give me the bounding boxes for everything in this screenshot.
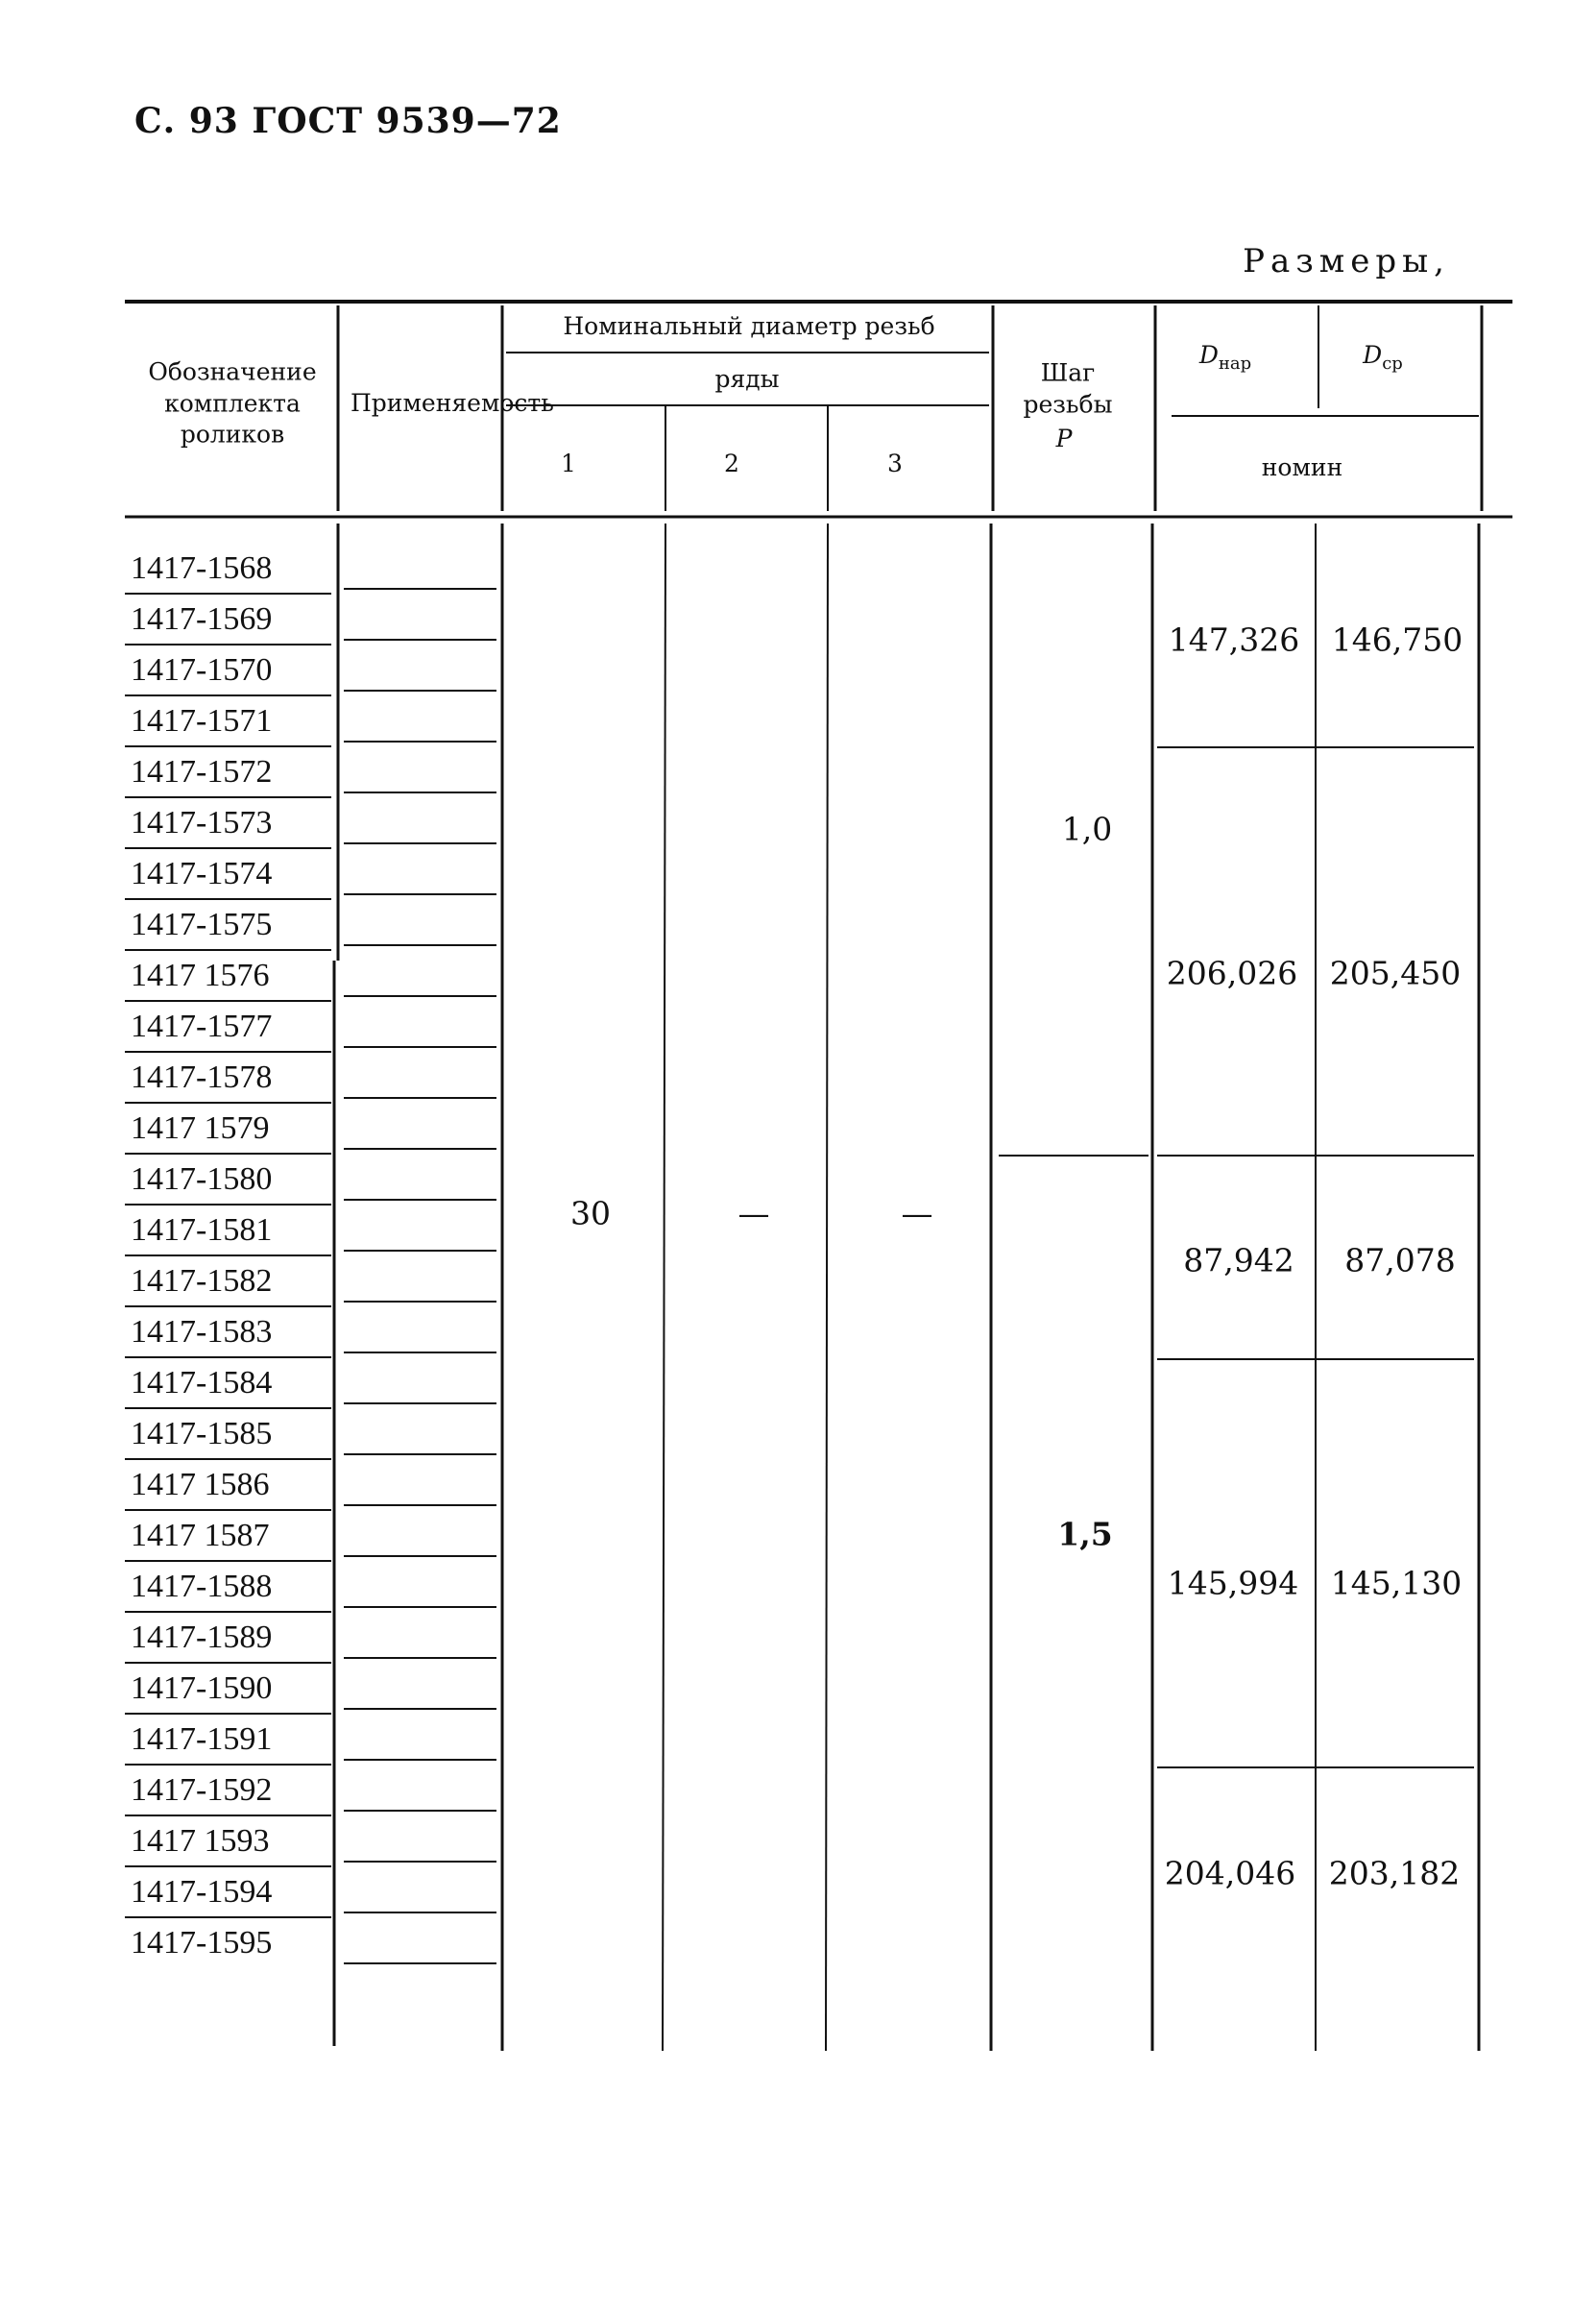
d-mid-cell: 87,078 (1344, 1241, 1456, 1279)
row-2-header: 2 (724, 449, 739, 477)
d-mid-cell: 145,130 (1330, 1564, 1463, 1602)
page-header: С. 93 ГОСТ 9539—72 (134, 101, 562, 141)
d-mid-cell: 205,450 (1329, 954, 1462, 992)
designation-code: 1417-1589 (131, 1620, 273, 1655)
applicability-header: Применяемость (351, 388, 554, 417)
d-outer-cell: 204,046 (1164, 1854, 1296, 1892)
nominal-diameter-header: Номинальный диаметр резьб (563, 311, 935, 340)
designation-code: 1417-1585 (131, 1416, 273, 1451)
designation-code: 1417-1584 (131, 1365, 273, 1401)
designation-code: 1417-1572 (131, 754, 273, 790)
designation-code: 1417-1582 (131, 1263, 273, 1299)
pitch-header: Шаг резьбы (1023, 358, 1113, 418)
designation-code: 1417-1592 (131, 1772, 273, 1808)
designation-code: 1417-1595 (131, 1925, 273, 1961)
d-outer-cell: 206,026 (1166, 954, 1298, 992)
designation-code: 1417 1593 (131, 1823, 270, 1859)
pitch-group-2: 1,5 (1057, 1515, 1113, 1553)
d-outer-cell: 147,326 (1168, 621, 1300, 659)
designation-code: 1417-1573 (131, 805, 273, 840)
designation-code: 1417-1577 (131, 1009, 273, 1044)
designation-code: 1417-1581 (131, 1212, 273, 1248)
designation-code: 1417 1587 (131, 1518, 270, 1553)
designation-code: 1417-1590 (131, 1670, 273, 1706)
row-1-header: 1 (561, 449, 576, 477)
designation-code: 1417-1568 (131, 550, 273, 586)
designation-code: 1417-1571 (131, 703, 273, 739)
units-caption: Размеры, (1243, 242, 1450, 280)
d-mid-cell: 146,750 (1331, 621, 1463, 659)
designation-code: 1417 1579 (131, 1110, 270, 1146)
d-outer-cell: 87,942 (1183, 1241, 1294, 1279)
d-outer-cell: 145,994 (1167, 1564, 1299, 1602)
nominal-header: номин (1261, 452, 1343, 481)
designation-code: 1417-1588 (131, 1569, 273, 1604)
designation-code: 1417-1574 (131, 856, 273, 891)
d-outer-header: $D_{нар}$ (1198, 340, 1252, 374)
pitch-symbol: P (1055, 424, 1073, 452)
d-mid-cell: 203,182 (1328, 1854, 1461, 1892)
designation-header: Обозначение комплекта роликов (148, 357, 317, 449)
designation-code: 1417-1570 (131, 652, 273, 688)
row-3-value: — (901, 1194, 933, 1232)
pitch-group-1: 1,0 (1061, 810, 1113, 848)
designation-code: 1417-1594 (131, 1874, 273, 1910)
designation-code: 1417-1575 (131, 907, 273, 942)
designation-code: 1417-1583 (131, 1314, 273, 1350)
row-3-header: 3 (887, 449, 903, 477)
designation-code: 1417-1578 (131, 1060, 273, 1095)
designation-code: 1417-1591 (131, 1721, 273, 1757)
designation-code: 1417-1580 (131, 1161, 273, 1197)
row-2-value: — (738, 1194, 770, 1232)
designation-code: 1417 1586 (131, 1467, 270, 1502)
rows-label: ряды (714, 364, 780, 393)
d-mid-header: $D_{ср}$ (1363, 340, 1403, 374)
designation-code: 1417 1576 (131, 958, 270, 993)
designation-code: 1417-1569 (131, 601, 273, 637)
row-1-value: 30 (570, 1194, 611, 1232)
